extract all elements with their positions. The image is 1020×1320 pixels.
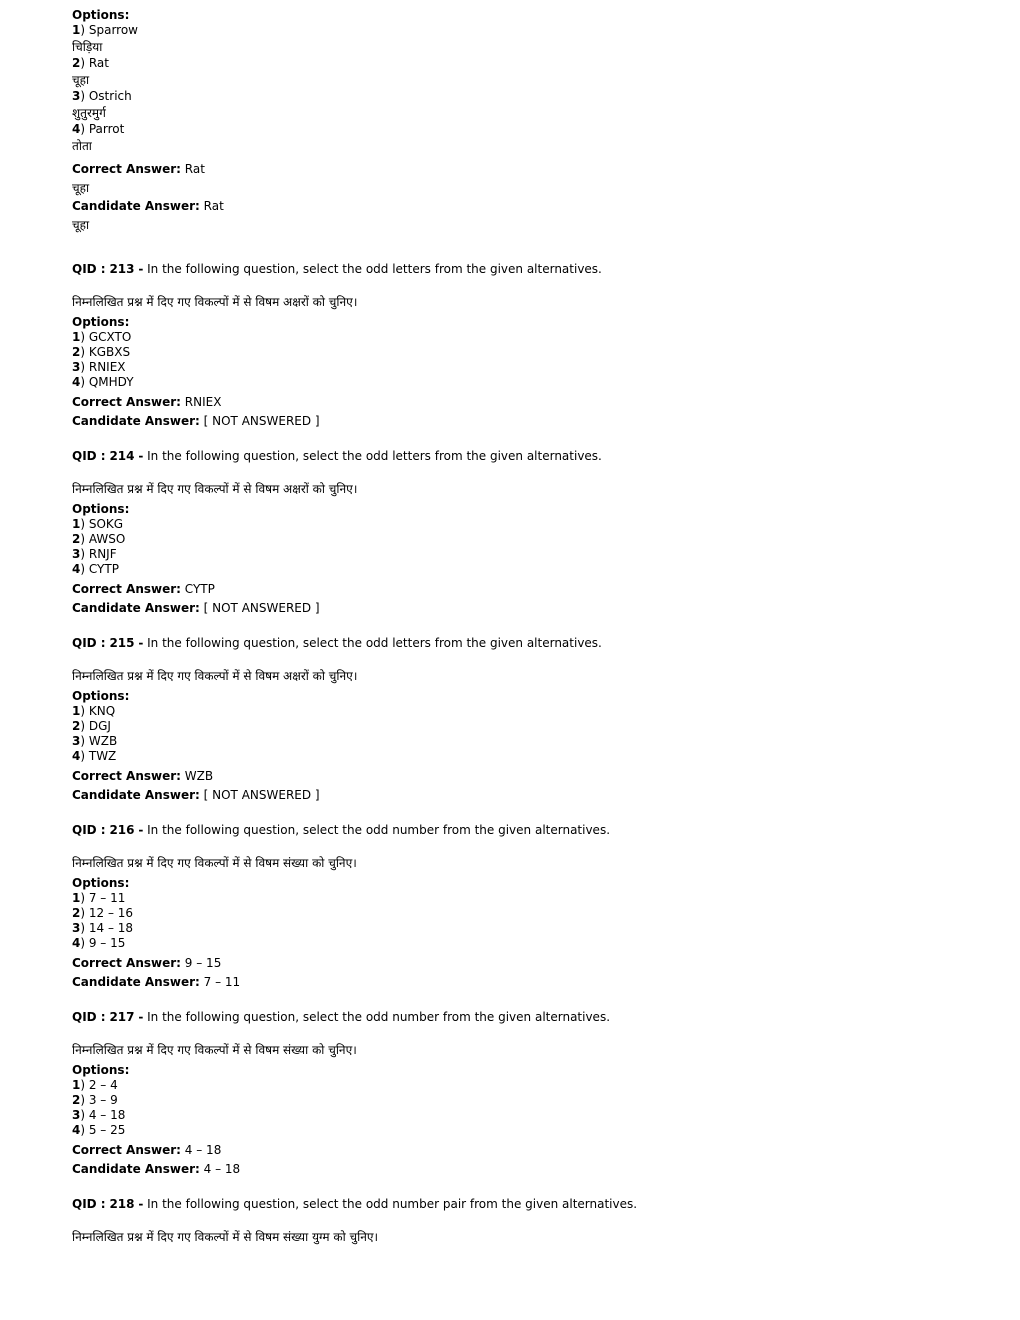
candidate-answer-hi: चूहा [72,218,90,232]
qid-number: 214 [109,449,135,463]
options-heading: Options: [72,315,130,329]
q212-option-2: 2) Rat चूहा [72,56,972,89]
qid-number: 217 [109,1010,135,1024]
correct-answer-value: Rat [184,162,205,176]
option-2: 2) DGJ [72,719,111,733]
correct-answer-line: Correct Answer: 9 – 15 [72,956,222,970]
question-text-hi: निम्नलिखित प्रश्न में दिए गए विकल्पों में से विषम अक्षरों को चुनिए। [72,295,358,309]
candidate-answer-line: Candidate Answer: 7 – 11 [72,975,241,989]
option-text-hi: शुतुरमुर्ग [72,106,106,120]
qid-number: 215 [109,636,135,650]
question-text-hi: निम्नलिखित प्रश्न में दिए गए विकल्पों में से विषम अक्षरों को चुनिए। [72,669,358,683]
candidate-answer-value: 7 – 11 [203,975,241,989]
options-heading: Options: [72,8,130,22]
option-3: 3) RNJF [72,547,117,561]
option-text-hi: तोता [72,139,92,153]
option-text: 9 – 15 [88,936,126,950]
option-1: 1) 2 – 4 [72,1078,118,1092]
candidate-answer-line: Candidate Answer: [ NOT ANSWERED ] [72,601,320,615]
correct-answer-value: RNIEX [184,395,222,409]
option-1: 1) SOKG [72,517,124,531]
question-text-en: In the following question, select the odd number pair from the given alternatives. [147,1197,638,1211]
option-text-hi: चिड़िया [72,40,103,54]
option-1: 1) GCXTO [72,330,132,344]
correct-answer-line: Correct Answer: RNIEX [72,395,222,409]
q212-option-3: 3) Ostrich शुतुरमुर्ग [72,89,972,122]
option-number: 4 [72,122,81,136]
option-4: 4) TWZ [72,749,117,763]
option-text: SOKG [88,517,124,531]
options-heading: Options: [72,689,130,703]
option-text: TWZ [88,749,117,763]
option-number: 3 [72,89,81,103]
option-text: 4 – 18 [88,1108,126,1122]
option-text-en: Sparrow [88,23,138,37]
qid-number: 216 [109,823,135,837]
option-text: 7 – 11 [88,891,126,905]
question-block-218 [72,1197,972,1246]
candidate-answer-value: Rat [203,199,224,213]
question-text-hi: निम्नलिखित प्रश्न में दिए गए विकल्पों में से विषम अक्षरों को चुनिए। [72,482,358,496]
question-heading: QID : 214 - In the following question, select the odd letters from the given alternatives. [72,449,602,463]
option-text: RNIEX [88,360,126,374]
question-text-hi: निम्नलिखित प्रश्न में दिए गए विकल्पों में से विषम संख्या को चुनिए। [72,1043,357,1057]
correct-answer-label: Correct Answer: [72,162,181,176]
qid-number: 218 [109,1197,135,1211]
option-3: 3) 14 – 18 [72,921,134,935]
option-text-en: Parrot [88,122,125,136]
candidate-answer-label: Candidate Answer: [72,199,200,213]
option-text: 14 – 18 [88,921,134,935]
candidate-answer-line: Candidate Answer: [ NOT ANSWERED ] [72,788,320,802]
option-text: 2 – 4 [88,1078,118,1092]
option-1: 1) KNQ [72,704,116,718]
question-text-en: In the following question, select the odd letters from the given alternatives. [147,449,602,463]
option-text: 3 – 9 [88,1093,118,1107]
option-4: 4) CYTP [72,562,119,576]
option-text: QMHDY [88,375,134,389]
option-2: 2) AWSO [72,532,126,546]
candidate-answer-value: [ NOT ANSWERED ] [203,414,320,428]
question-block-216 [72,823,972,992]
option-3: 3) RNIEX [72,360,126,374]
candidate-answer-value: [ NOT ANSWERED ] [203,788,320,802]
question-block-215 [72,636,972,805]
question-text-en: In the following question, select the odd letters from the given alternatives. [147,636,602,650]
option-2: 2) 3 – 9 [72,1093,118,1107]
option-text: WZB [88,734,118,748]
option-text-en: Rat [88,56,109,70]
option-4: 4) QMHDY [72,375,134,389]
correct-answer-value: CYTP [184,582,215,596]
option-text: RNJF [88,547,117,561]
question-block-214 [72,449,972,618]
option-text: KGBXS [88,345,131,359]
option-4: 4) 5 – 25 [72,1123,126,1137]
option-text-hi: चूहा [72,73,90,87]
option-number: 1 [72,23,81,37]
question-heading: QID : 218 - In the following question, select the odd number pair from the given alternatives. [72,1197,638,1211]
option-text: 12 – 16 [88,906,134,920]
option-text: AWSO [88,532,126,546]
option-3: 3) WZB [72,734,118,748]
document-page [72,0,972,234]
correct-answer-line: Correct Answer: 4 – 18 [72,1143,222,1157]
option-text: 5 – 25 [88,1123,126,1137]
option-3: 3) 4 – 18 [72,1108,126,1122]
question-text-hi: निम्नलिखित प्रश्न में दिए गए विकल्पों में से विषम संख्या युग्म को चुनिए। [72,1230,379,1244]
question-text-hi: निम्नलिखित प्रश्न में दिए गए विकल्पों में से विषम संख्या को चुनिए। [72,856,357,870]
candidate-answer-value: 4 – 18 [203,1162,241,1176]
option-1: 1) 7 – 11 [72,891,126,905]
candidate-answer-value: [ NOT ANSWERED ] [203,601,320,615]
correct-answer-value: WZB [184,769,214,783]
option-4: 4) 9 – 15 [72,936,126,950]
option-text: DGJ [88,719,111,733]
correct-answer-line: Correct Answer: CYTP [72,582,215,596]
options-heading: Options: [72,876,130,890]
option-text: KNQ [88,704,116,718]
question-block-213 [72,262,972,431]
option-text-en: Ostrich [88,89,132,103]
correct-answer-value: 9 – 15 [184,956,222,970]
option-text: GCXTO [88,330,132,344]
correct-answer-value: 4 – 18 [184,1143,222,1157]
option-number: 2 [72,56,81,70]
qid-number: 213 [109,262,135,276]
option-text: CYTP [88,562,119,576]
question-block-217 [72,1010,972,1179]
candidate-answer-line [72,197,972,216]
question-heading: QID : 213 - In the following question, select the odd letters from the given alternatives. [72,262,602,276]
candidate-answer-line: Candidate Answer: 4 – 18 [72,1162,241,1176]
option-2: 2) KGBXS [72,345,131,359]
question-heading: QID : 217 - In the following question, select the odd number from the given alternatives. [72,1010,611,1024]
option-2: 2) 12 – 16 [72,906,134,920]
question-heading: QID : 216 - In the following question, select the odd number from the given alternatives. [72,823,611,837]
options-heading: Options: [72,1063,130,1077]
correct-answer-line [72,160,972,179]
question-text-en: In the following question, select the odd letters from the given alternatives. [147,262,602,276]
correct-answer-hi: चूहा [72,181,90,195]
q212-option-4: 4) Parrot तोता [72,122,972,155]
question-heading: QID : 215 - In the following question, select the odd letters from the given alternatives. [72,636,602,650]
options-heading: Options: [72,502,130,516]
qid-label: QID : [72,262,106,276]
question-text-en: In the following question, select the odd number from the given alternatives. [147,823,611,837]
q212-option-1: 1) Sparrow चिड़िया [72,23,972,56]
correct-answer-line: Correct Answer: WZB [72,769,214,783]
question-text-en: In the following question, select the odd number from the given alternatives. [147,1010,611,1024]
candidate-answer-line: Candidate Answer: [ NOT ANSWERED ] [72,414,320,428]
